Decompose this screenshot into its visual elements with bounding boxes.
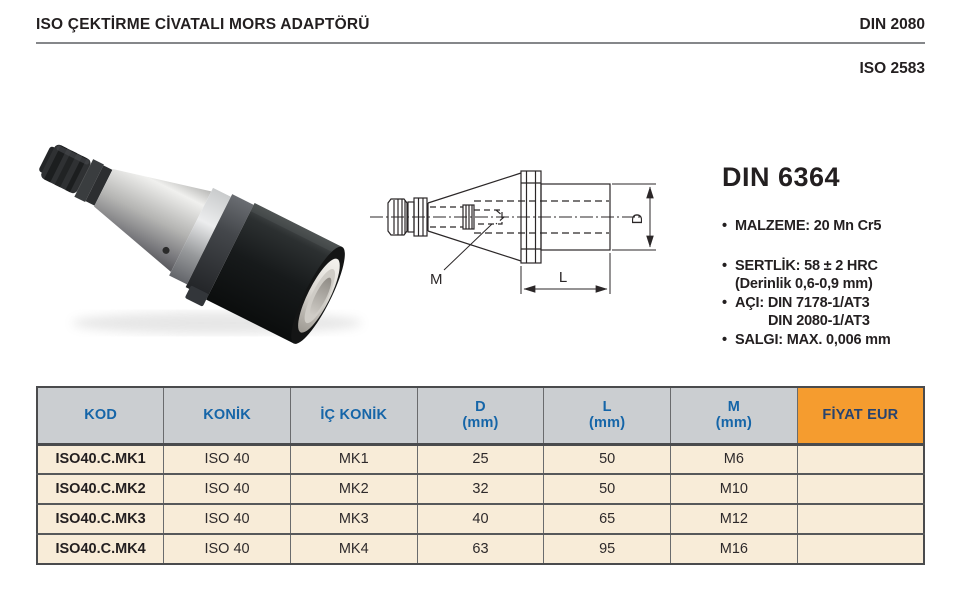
- cell-d: 40: [417, 504, 544, 534]
- parts-table-header: [37, 387, 924, 444]
- spec-text: SALGI: MAX. 0,006 mm: [735, 331, 891, 348]
- cell-kod: ISO40.C.MK1: [37, 444, 164, 474]
- cell-l: 50: [544, 444, 671, 474]
- spec-panel: [722, 162, 942, 349]
- column-label: D: [475, 399, 486, 416]
- dimension-label-m: M: [430, 271, 443, 288]
- dimension-label-d: D: [629, 213, 646, 225]
- spec-line-din2080: [722, 312, 942, 331]
- cell-konik: ISO 40: [164, 444, 291, 474]
- spec-text: SERTLİK: 58 ± 2 HRC: [735, 257, 878, 274]
- column-header-l: [544, 387, 671, 444]
- parts-table: [36, 386, 925, 565]
- cell-m: M12: [671, 504, 798, 534]
- cell-m: M6: [671, 444, 798, 474]
- column-sub-label: (mm): [462, 415, 499, 432]
- column-header-m: [671, 387, 798, 444]
- bullet-icon: •: [722, 257, 727, 274]
- column-header-kod: [37, 387, 164, 444]
- m-leader-line: [444, 224, 492, 270]
- spec-text: DIN 2080-1/AT3: [768, 313, 870, 329]
- spec-heading: DIN 6364: [722, 162, 841, 192]
- bullet-icon: •: [722, 294, 727, 311]
- cell-fiyat: [797, 534, 924, 564]
- table-row: [37, 444, 924, 474]
- table-row: [37, 504, 924, 534]
- column-sub-label: (mm): [715, 415, 752, 432]
- column-label: KOD: [84, 407, 118, 424]
- spec-text: (Derinlik 0,6-0,9 mm): [735, 276, 873, 292]
- cell-d: 25: [417, 444, 544, 474]
- cell-konik: ISO 40: [164, 534, 291, 564]
- column-label: L: [602, 399, 612, 416]
- cell-ic-konik: MK4: [290, 534, 417, 564]
- product-photo: [22, 116, 347, 338]
- cell-l: 95: [544, 534, 671, 564]
- cell-kod: ISO40.C.MK2: [37, 474, 164, 504]
- product-photo-graphic: [22, 116, 347, 338]
- cell-konik: ISO 40: [164, 504, 291, 534]
- header-divider: [36, 42, 925, 44]
- bullet-icon: •: [722, 331, 727, 348]
- column-header-konik: [164, 387, 291, 444]
- cell-kod: ISO40.C.MK4: [37, 534, 164, 564]
- cell-m: M10: [671, 474, 798, 504]
- dimension-label-l: L: [558, 269, 568, 286]
- column-label: M: [727, 399, 740, 416]
- cell-m: M16: [671, 534, 798, 564]
- cell-d: 63: [417, 534, 544, 564]
- technical-drawing-graphic: [360, 140, 665, 345]
- column-sub-label: (mm): [589, 415, 626, 432]
- spec-line-derinlik: [722, 275, 942, 294]
- column-header-d: [417, 387, 544, 444]
- technical-drawing: [360, 140, 665, 345]
- cell-konik: ISO 40: [164, 474, 291, 504]
- cell-l: 50: [544, 474, 671, 504]
- spec-line-malzeme: [722, 217, 942, 236]
- bullet-icon: •: [722, 218, 727, 234]
- cell-kod: ISO40.C.MK3: [37, 504, 164, 534]
- cell-l: 65: [544, 504, 671, 534]
- cell-fiyat: [797, 444, 924, 474]
- cell-fiyat: [797, 504, 924, 534]
- spec-line-sertlik: [722, 257, 942, 276]
- cell-ic-konik: MK3: [290, 504, 417, 534]
- table-row: [37, 534, 924, 564]
- spec-line-aci: [722, 294, 942, 313]
- column-header-ic-konik: [290, 387, 417, 444]
- column-label: FİYAT EUR: [822, 407, 899, 424]
- cell-d: 32: [417, 474, 544, 504]
- column-label: KONİK: [203, 407, 251, 424]
- cell-fiyat: [797, 474, 924, 504]
- spec-text: AÇI: DIN 7178-1/AT3: [735, 294, 870, 311]
- standard-iso-label: ISO 2583: [859, 60, 925, 77]
- column-label: İÇ KONİK: [320, 407, 388, 424]
- column-header-fiyat-eur: [797, 387, 924, 444]
- page-title: ISO ÇEKTİRME CİVATALI MORS ADAPTÖRÜ: [36, 16, 370, 33]
- table-row: [37, 474, 924, 504]
- standard-din-label: DIN 2080: [859, 16, 925, 33]
- spec-text: MALZEME: 20 Mn Cr5: [735, 218, 882, 234]
- cell-ic-konik: MK1: [290, 444, 417, 474]
- spec-line-salgi: [722, 331, 942, 350]
- cell-ic-konik: MK2: [290, 474, 417, 504]
